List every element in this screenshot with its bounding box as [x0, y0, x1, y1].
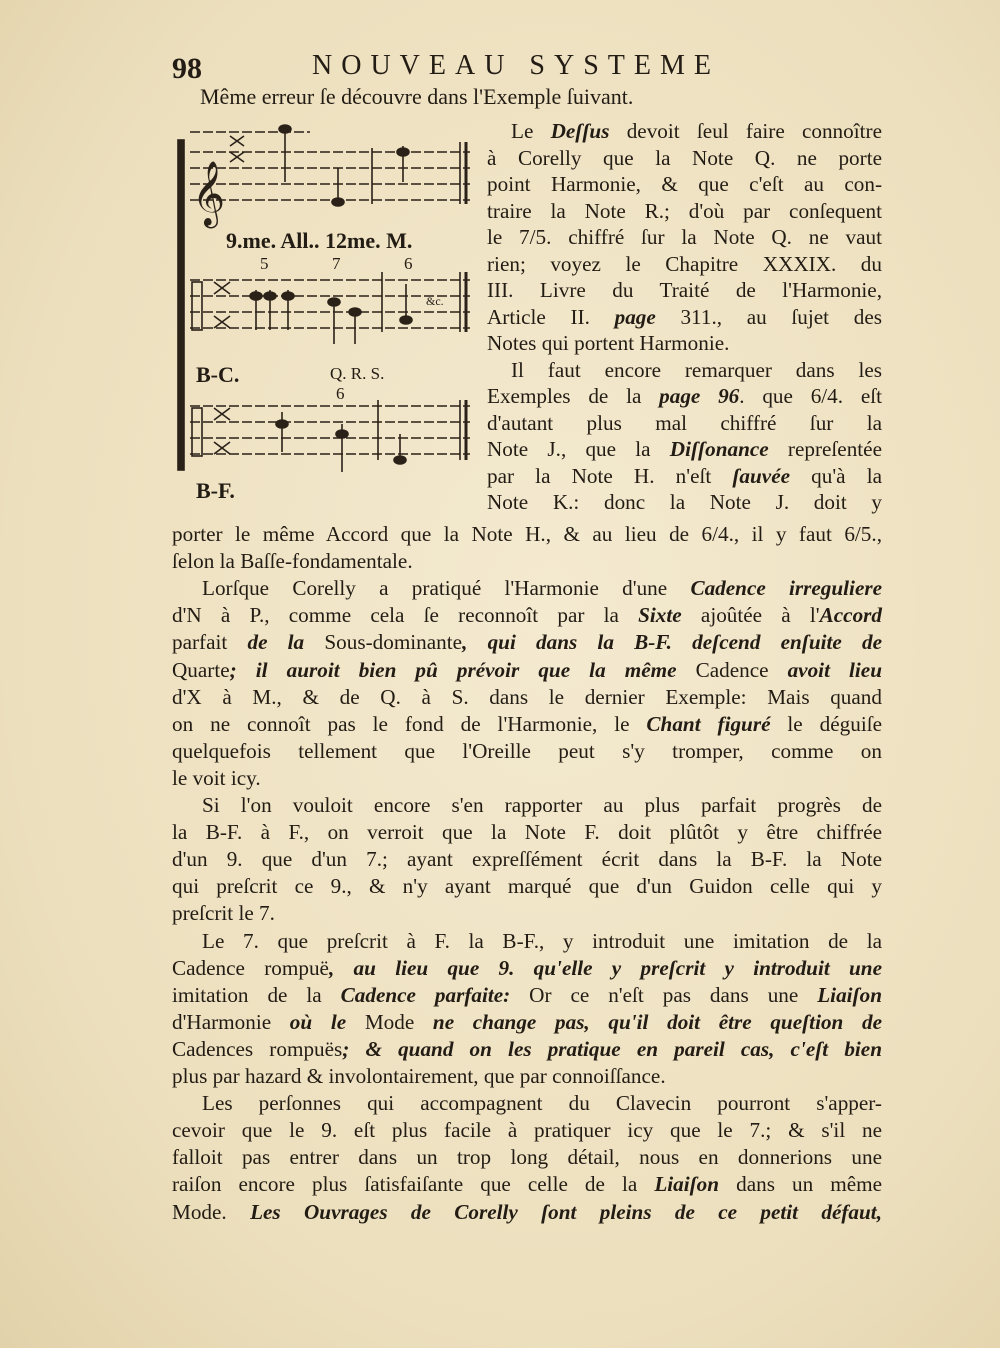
- text-segment: devoit ſeul faire connoître: [609, 119, 882, 143]
- italic-term: avoit lieu: [768, 657, 882, 682]
- text-line: [172, 1036, 882, 1062]
- text-segment: cevoir que le 9. eſt plus facile à pratiquer icy que le 7.; & s'il ne: [172, 1118, 882, 1143]
- text-segment: Il faut encore remarquer dans les: [511, 357, 882, 382]
- text-line: [172, 657, 882, 683]
- music-label-bf: B-F.: [196, 478, 235, 503]
- italic-term: ne change pas, qu'il doit être queſtion de: [414, 1009, 882, 1034]
- italic-term: Chant figuré: [646, 711, 771, 736]
- italic-term: où le: [271, 1009, 365, 1034]
- italic-term: Cadence irreguliere: [690, 576, 882, 601]
- italic-term: ; il auroit bien pû prévoir que la même: [229, 657, 696, 682]
- text-segment: le déguiſe: [770, 711, 882, 736]
- text-segment: Lorſque Corelly a pratiqué l'Harmonie d'une: [202, 576, 691, 601]
- music-label-bc: B-C.: [196, 362, 240, 387]
- running-title: NOUVEAU SYSTEME: [312, 50, 720, 81]
- text-segment: ajoûtée à l': [681, 603, 820, 628]
- text-line: [487, 304, 882, 330]
- text-segment: d'un 9. que d'un 7.; ayant expreſſément écrit dans la B-F. la Note: [172, 847, 882, 872]
- text-line: [172, 846, 882, 872]
- text-segment: Cadences rompuës: [172, 1036, 343, 1061]
- text-line: [172, 738, 882, 764]
- text-line: [202, 928, 882, 954]
- text-segment: d'Harmonie: [172, 1009, 272, 1034]
- italic-term: Liaiſon: [654, 1172, 720, 1197]
- text-segment: Note K.: donc la Note J. doit y: [487, 490, 882, 514]
- text-line: [487, 277, 882, 303]
- text-segment: falloit pas entrer dans un trop long détail, nous en donnerions une: [172, 1145, 882, 1170]
- italic-term: ; & quand on les pratique en pareil cas, c'eſt bien: [342, 1036, 882, 1061]
- italic-term: ſauvée: [732, 463, 791, 488]
- text-line: [487, 489, 882, 515]
- text-line: [172, 629, 882, 655]
- text-segment: . que 6/4. eſt: [739, 384, 883, 408]
- text-segment: Sous-dominante: [324, 630, 463, 655]
- text-line: [172, 711, 882, 737]
- text-line: [172, 1009, 882, 1035]
- italic-term: Accord: [819, 603, 882, 628]
- italic-term: , qui dans la B-F. deſcend enſuite de: [462, 630, 882, 655]
- text-line: [172, 819, 882, 845]
- text-segment: la B-F. à F., on verroit que la Note F. doit plûtôt y être chiffrée: [172, 820, 882, 845]
- text-segment: qui preſcrit ce 9., & n'y ayant marqué que d'un Guidon celle qui y: [172, 874, 882, 899]
- text-segment: Or ce n'eſt pas dans une: [510, 982, 818, 1007]
- text-segment: Cadence: [695, 657, 769, 682]
- text-segment: parfait: [172, 630, 228, 655]
- text-segment: 311., au ſujet des: [655, 304, 882, 329]
- text-line: [172, 684, 882, 710]
- text-line: [487, 330, 882, 356]
- text-line: [172, 1199, 882, 1225]
- music-label-top: 9.me. All.. 12me. M.: [226, 228, 413, 253]
- text-segment: Cadence rompuë: [172, 955, 329, 980]
- text-line: [511, 357, 882, 383]
- text-segment: point Harmonie, & que c'eſt au con-: [487, 172, 882, 196]
- text-segment: dans un même: [719, 1172, 883, 1197]
- text-line: [172, 765, 882, 791]
- text-line: [202, 792, 882, 818]
- svg-text:𝄞: 𝄞: [192, 163, 226, 225]
- text-segment: le 7/5. chiffré ſur la Note Q. ne vaut: [487, 225, 882, 249]
- figure-6: 6: [404, 254, 413, 273]
- text-segment: Le: [511, 119, 551, 143]
- italic-term: de la: [227, 630, 325, 655]
- etc-mark: &c.: [426, 294, 444, 308]
- text-segment: d'N à P., comme cela ſe reconnoît par la: [172, 603, 639, 628]
- text-segment: par la Note H. n'eſt: [487, 463, 733, 488]
- text-segment: Mode.: [172, 1199, 227, 1224]
- staff-dessus: [190, 125, 470, 228]
- italic-term: Deſſus: [550, 119, 610, 143]
- text-segment: le voit icy.: [172, 765, 261, 790]
- text-segment: porter le même Accord que la Note H., & au lieu de 6/4., il y faut 6/5.,: [172, 522, 882, 546]
- figure-7: 7: [332, 254, 341, 273]
- text-line: [487, 463, 882, 489]
- text-segment: on ne connoît pas le fond de l'Harmonie, le: [172, 711, 647, 736]
- text-line: [172, 982, 882, 1008]
- text-line: [172, 548, 882, 574]
- text-segment: qu'à la: [790, 463, 882, 488]
- text-line: [487, 198, 882, 224]
- text-segment: III. Livre du Traité de l'Harmonie,: [487, 278, 882, 302]
- text-line: [487, 383, 882, 409]
- text-segment: rien; voyez le Chapitre XXXIX. du: [487, 251, 882, 276]
- text-segment: Note J., que la: [487, 437, 670, 461]
- text-line: [172, 1171, 882, 1197]
- italic-term: , au lieu que 9. qu'elle y preſcrit y introduit une: [328, 955, 882, 980]
- italic-term: Diſſonance: [669, 437, 769, 461]
- note-labels: Q. R. S.: [330, 364, 385, 383]
- text-line: [511, 118, 882, 144]
- text-line: [487, 171, 882, 197]
- text-segment: ſelon la Baſſe-fondamentale.: [172, 549, 413, 574]
- text-segment: quelquefois tellement que l'Oreille peut s'y tromper, comme on: [172, 738, 882, 763]
- system-bar: [178, 140, 184, 470]
- italic-term: page 96: [659, 384, 740, 408]
- text-segment: Si l'on vouloit encore s'en rapporter au plus parfait progrès de: [202, 793, 882, 817]
- text-segment: repreſentée: [768, 437, 882, 461]
- music-staves: [170, 112, 490, 532]
- text-segment: à Corelly que la Note Q. ne porte: [487, 145, 882, 170]
- text-line: [172, 602, 882, 628]
- intro-line: Même erreur ſe découvre dans l'Exemple ſuivant.: [200, 84, 634, 109]
- text-line: [487, 145, 882, 171]
- text-line: [487, 251, 882, 277]
- text-segment: raiſon encore plus ſatisfaiſante que celle de la: [172, 1172, 655, 1197]
- text-line: [172, 900, 882, 926]
- text-line: [487, 436, 882, 462]
- text-segment: Mode: [364, 1009, 415, 1034]
- italic-term: Cadence parfaite:: [340, 982, 511, 1007]
- text-segment: imitation de la: [172, 982, 341, 1007]
- text-segment: d'X à M., & de Q. à S. dans le dernier Exemple: Mais quand: [172, 684, 882, 709]
- text-segment: Quarte: [172, 657, 230, 682]
- italic-term: Sixte: [638, 603, 682, 628]
- italic-term: page: [614, 304, 656, 329]
- text-segment: Article II.: [487, 304, 615, 329]
- text-line: [172, 1117, 882, 1143]
- text-segment: Notes qui portent Harmonie.: [487, 331, 730, 355]
- figure-5: 5: [260, 254, 269, 273]
- text-line: [172, 1063, 882, 1089]
- text-line: [172, 873, 882, 899]
- text-line: [172, 1144, 882, 1170]
- text-segment: traire la Note R.; d'où par conſequent: [487, 198, 882, 223]
- italic-term: Les Ouvrages de Corelly ſont pleins de ce petit défaut,: [226, 1199, 882, 1224]
- text-line: [487, 410, 882, 436]
- figure-6b: 6: [336, 384, 345, 403]
- page-number: 98: [172, 52, 202, 85]
- text-segment: Le 7. que preſcrit à F. la B-F., y introduit une imitation de la: [202, 928, 882, 953]
- text-line: [202, 575, 882, 601]
- text-line: [172, 521, 882, 547]
- text-segment: preſcrit le 7.: [172, 901, 275, 926]
- text-segment: d'autant plus mal chiffré ſur la: [487, 410, 882, 435]
- text-line: [487, 224, 882, 250]
- text-line: [172, 955, 882, 981]
- staff-bf: [190, 400, 470, 472]
- text-segment: Exemples de la: [487, 384, 660, 408]
- music-example: [170, 112, 490, 532]
- italic-term: Liaiſon: [817, 982, 882, 1007]
- text-line: [202, 1090, 882, 1116]
- text-segment: Les perſonnes qui accompagnent du Clavecin pourront s'apper-: [202, 1091, 882, 1116]
- text-segment: plus par hazard & involontairement, que par connoiſſance.: [172, 1064, 666, 1088]
